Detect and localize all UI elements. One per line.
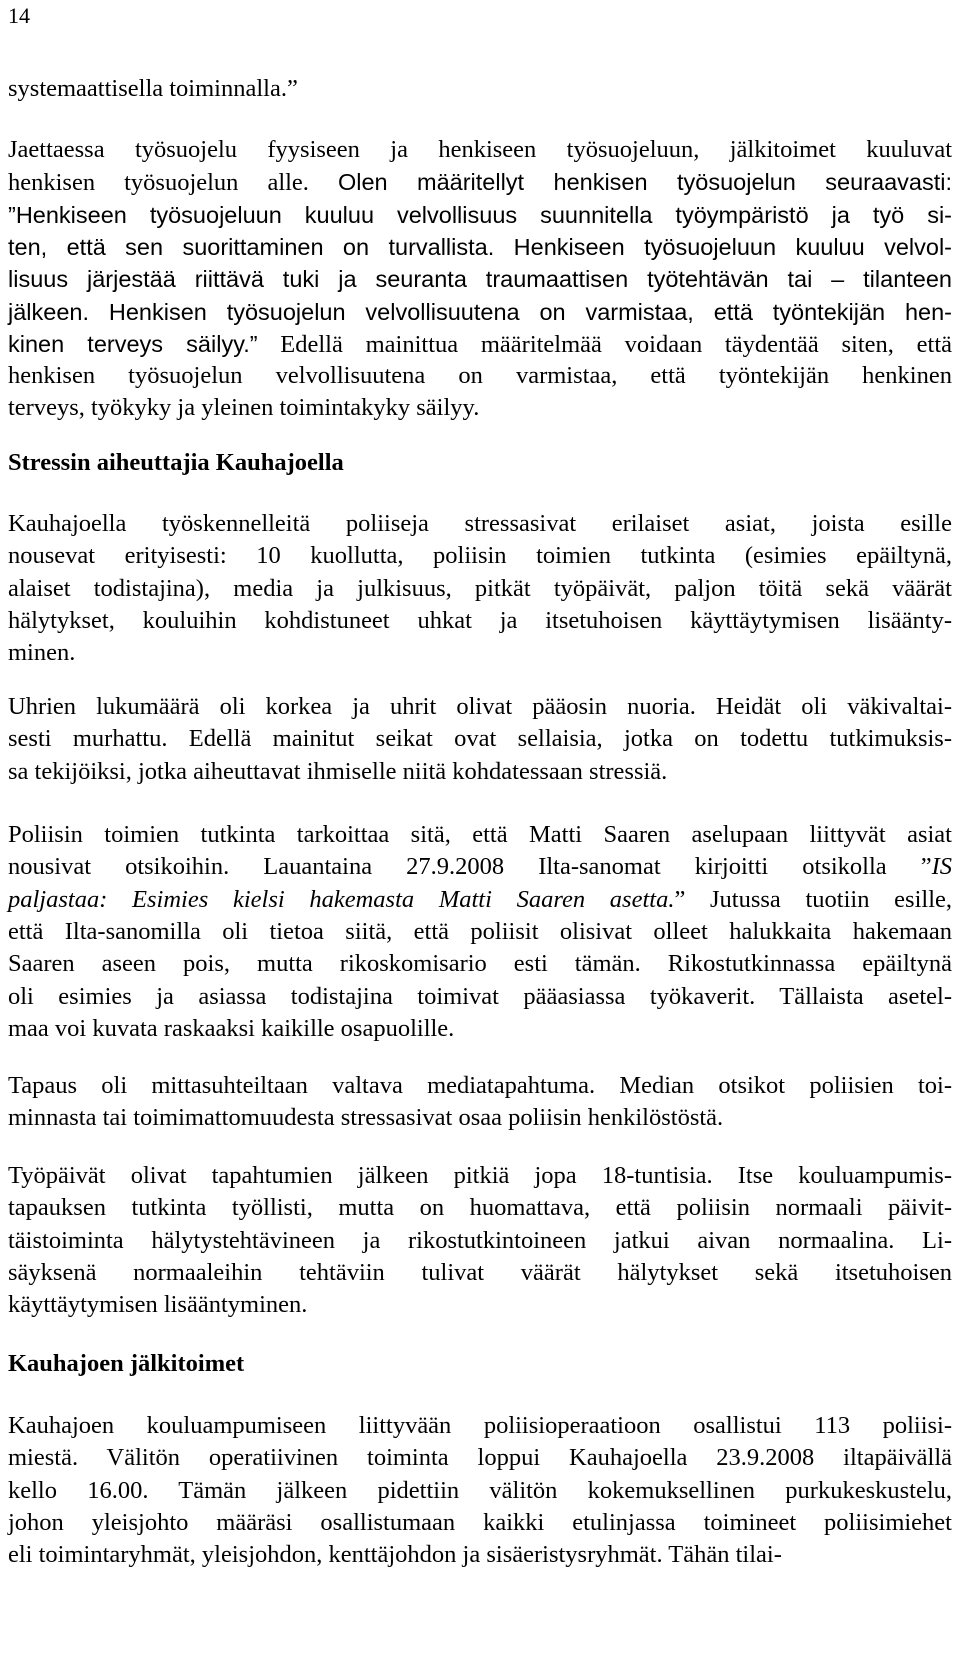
text-line bbox=[8, 691, 952, 723]
text-run: henkisen työsuojelun velvollisuutena on varmistaa, että työntekijän henkinen bbox=[8, 362, 952, 390]
text-line bbox=[8, 884, 952, 916]
text-run: sa tekijöiksi, jotka aiheuttavat ihmiselle niitä kohdatessaan stressiä. bbox=[8, 757, 668, 785]
text-run: henkisen työsuojelun alle. bbox=[8, 169, 338, 197]
text-line bbox=[8, 948, 952, 980]
text-run: minen. bbox=[8, 639, 76, 667]
text-line bbox=[8, 1475, 952, 1507]
text-run: terveys, työkyky ja yleinen toimintakyky säilyy. bbox=[8, 394, 480, 422]
text-run: ”Henkiseen työsuojeluun kuuluu velvollisuus suunnitella työympäristö ja työ si- bbox=[8, 201, 952, 228]
text-run: säyksenä normaaleihin tehtäviin tulivat väärät hälytykset sekä itsetuhoisen bbox=[8, 1258, 952, 1286]
text-line bbox=[8, 328, 952, 361]
text-run: nousevat erityisesti: 10 kuollutta, poliisin toimien tutkinta (esimies epäiltynä, bbox=[8, 542, 952, 570]
text-run: Poliisin toimien tutkinta tarkoittaa sitä, että Matti Saaren aselupaan liittyvät asiat bbox=[8, 821, 952, 848]
text-run: alaiset todistajina), media ja julkisuus, pitkät työpäivät, paljon töitä sekä väärät bbox=[8, 574, 952, 602]
text-line bbox=[8, 851, 952, 883]
text-line bbox=[8, 756, 952, 788]
text-run: miestä. Välitön operatiivinen toiminta loppui Kauhajoella 23.9.2008 iltapäivällä bbox=[8, 1444, 952, 1472]
text-line bbox=[8, 199, 952, 232]
text-run: Kauhajoella työskennelleitä poliiseja stressasivat erilaiset asiat, joista esille bbox=[8, 510, 952, 537]
text-run: sesti murhattu. Edellä mainitut seikat ovat sellaisia, jotka on todettu tutkimuksis- bbox=[8, 725, 952, 753]
text-line bbox=[8, 1225, 952, 1257]
text-run: Työpäivät olivat tapahtumien jälkeen pitkiä jopa 18-tuntisia. Itse kouluampumis- bbox=[8, 1162, 952, 1189]
page-number: 14 bbox=[8, 3, 30, 28]
text-run: lisuus järjestää riittävä tuki ja seuranta traumaattisen työtehtävän tai – tilanteen bbox=[8, 266, 952, 293]
text-run: maa voi kuvata raskaaksi kaikille osapuolille. bbox=[8, 1014, 455, 1042]
text-line bbox=[8, 1410, 952, 1442]
text-line bbox=[8, 1070, 952, 1102]
text-run: oli esimies ja asiassa todistajina toimivat pääasiassa työkaverit. Tällaista asetel- bbox=[8, 982, 952, 1010]
text-line bbox=[8, 723, 952, 755]
text-run: Jaettaessa työsuojelu fyysiseen ja henkiseen työsuojeluun, jälkitoimet kuuluvat bbox=[8, 136, 952, 163]
text-run: Tapaus oli mittasuhteiltaan valtava mediatapahtuma. Median otsikot poliisien toi- bbox=[8, 1072, 952, 1099]
text-run: nousivat otsikoihin. Lauantaina 27.9.2008 Ilta-sanomat kirjoitti otsikolla ” bbox=[8, 853, 932, 881]
text-line bbox=[8, 1257, 952, 1289]
text-line bbox=[8, 540, 952, 572]
text-run: systemaattisella toiminnalla.” bbox=[8, 75, 298, 102]
text-run: tapauksen tutkinta työllisti, mutta on huomattava, että poliisin normaali päivit- bbox=[8, 1194, 952, 1222]
text-run: Olen määritellyt henkisen työsuojelun seuraavasti: bbox=[337, 169, 952, 196]
text-line bbox=[8, 231, 952, 264]
text-run: minnasta tai toimimattomuudesta stressasivat osaa poliisin henkilöstöstä. bbox=[8, 1104, 724, 1132]
text-run: eli toimintaryhmät, yleisjohdon, kenttäjohdon ja sisäeristysryhmät. Tähän tilai- bbox=[8, 1541, 782, 1569]
text-run: hälytykset, kouluihin kohdistuneet uhkat ja itsetuhoisen käyttäytymisen lisäänty- bbox=[8, 606, 952, 634]
text-run: Edellä mainittua määritelmää voidaan täydentää siten, että bbox=[257, 330, 952, 358]
text-run: ” Jutussa tuotiin esille, bbox=[674, 885, 952, 913]
section-heading: Kauhajoen jälkitoimet bbox=[8, 1350, 245, 1377]
text-run: IS bbox=[931, 853, 952, 881]
text-run: täistoiminta hälytystehtävineen ja rikostutkintoineen jatkui aivan normaalina. Li- bbox=[8, 1226, 952, 1254]
text-line bbox=[8, 263, 952, 296]
text-line bbox=[8, 605, 952, 637]
text-run: kello 16.00. Tämän jälkeen pidettiin välitön kokemuksellinen purkukeskustelu, bbox=[8, 1476, 952, 1504]
text-run: Henkiseen työsuojeluun kuuluu velvol- bbox=[513, 233, 952, 260]
text-line bbox=[8, 296, 952, 329]
text-run: paljastaa: Esimies kielsi hakemasta Matti Saaren asetta. bbox=[8, 885, 675, 913]
text-line bbox=[8, 1102, 952, 1134]
text-run: Uhrien lukumäärä oli korkea ja uhrit olivat pääosin nuoria. Heidät oli väkivaltai- bbox=[8, 693, 952, 720]
text-line bbox=[8, 73, 952, 105]
text-line bbox=[8, 1013, 952, 1045]
text-line bbox=[8, 916, 952, 948]
text-line bbox=[8, 1539, 952, 1571]
text-line bbox=[8, 360, 952, 392]
text-line bbox=[8, 637, 952, 669]
text-line bbox=[8, 1160, 952, 1192]
text-line bbox=[8, 134, 952, 166]
text-run: käyttäytymisen lisääntyminen. bbox=[8, 1291, 308, 1319]
text-line bbox=[8, 166, 952, 199]
text-line bbox=[8, 1192, 952, 1224]
text-line bbox=[8, 981, 952, 1013]
text-line bbox=[8, 392, 952, 424]
text-line bbox=[8, 819, 952, 851]
text-run: Kauhajoen kouluampumiseen liittyvään poliisioperaatioon osallistui 113 poliisi- bbox=[8, 1412, 952, 1439]
text-line bbox=[8, 508, 952, 540]
text-run: että Ilta-sanomilla oli tietoa siitä, että poliisit olisivat olleet halukkaita hakemaan bbox=[8, 917, 952, 945]
text-run: jälkeen. Henkisen työsuojelun velvollisuutena on varmistaa, että työntekijän hen- bbox=[8, 298, 952, 325]
text-line bbox=[8, 1442, 952, 1474]
text-line bbox=[8, 573, 952, 605]
text-run: Saaren aseen pois, mutta rikoskomisario esti tämän. Rikostutkinnassa epäiltynä bbox=[8, 950, 952, 978]
section-heading: Stressin aiheuttajia Kauhajoella bbox=[8, 449, 344, 476]
text-run: kinen terveys säilyy.” bbox=[8, 330, 258, 357]
text-run: johon yleisjohto määräsi osallistumaan kaikki etulinjassa toimineet poliisimiehet bbox=[8, 1508, 952, 1536]
text-run: ten, että sen suorittaminen on turvallista. bbox=[8, 233, 514, 260]
text-line bbox=[8, 1289, 952, 1321]
text-line bbox=[8, 1507, 952, 1539]
